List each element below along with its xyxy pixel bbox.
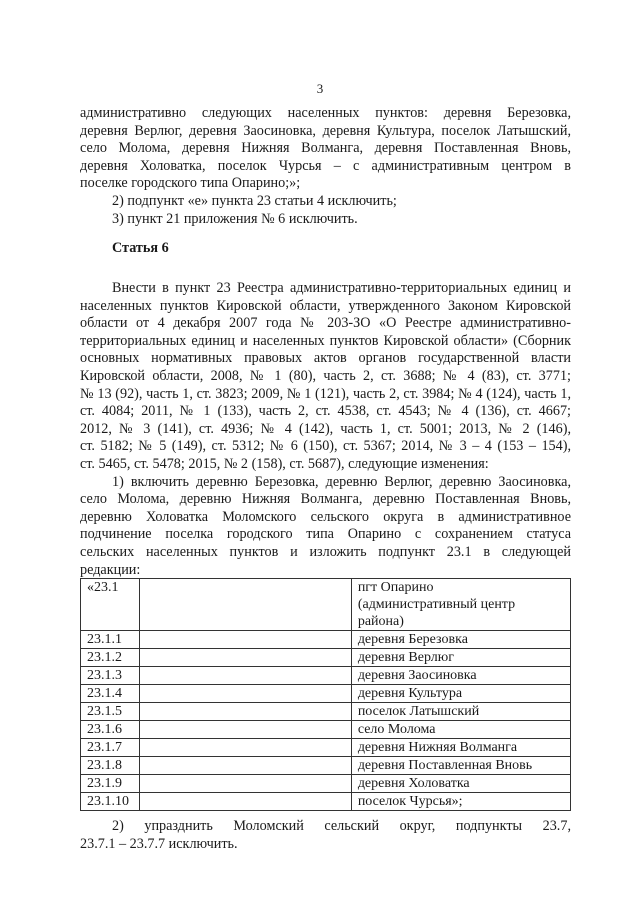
table-cell-name: поселок Латышский [351,703,570,721]
table-cell-empty [139,631,351,649]
text-line: пгт Опарино [357,580,434,595]
table-cell-empty [139,667,351,685]
table-cell-empty [139,579,351,631]
table-row [81,703,571,721]
text-line: Внести в пункт 23 Реестра административно-территориальных единиц и [112,280,571,296]
text-line: основных нормативных правовых актов органов государственной власти [80,350,571,367]
text-line: территориальных единиц и населенных пунктов Кировской области» (Сборник [80,332,571,349]
table-cell-code: 23.1.5 [81,703,140,721]
table-cell-name: деревня Нижняя Волманга [351,739,570,757]
table-row [81,649,571,667]
text-line: № 13 (92), часть 1, ст. 3823; 2009, № 1 (121), часть 2, ст. 3984; № 4 (124), часть 1, [80,385,571,402]
text-line: административно следующих населенных пунктов: деревня Березовка, [80,105,571,121]
table-row [81,793,571,811]
text-line: деревня Верлюг, деревня Заосиновка, деревня Культура, поселок Латышский, [80,122,571,139]
table-cell-empty [139,721,351,739]
table-cell-empty [139,649,351,667]
text-line: деревня Холоватка, поселок Чурсья – с административным центром в [80,157,571,174]
paragraph-continuation [80,105,571,228]
table-cell-code: 23.1.2 [81,649,140,667]
table-row [81,739,571,757]
text-line: населенных пунктов Кировской области, утвержденного Законом Кировской [80,297,571,314]
table-cell-name: деревня Поставленная Вновь [351,757,570,775]
text-line: района) [357,614,404,629]
text-line: (административный центр [357,597,516,612]
text-line: 2) упразднить Моломский сельский округ, подпункты 23.7, [112,818,571,834]
registry-table [80,578,571,811]
table-cell-name: поселок Чурсья»; [351,793,570,811]
table-cell-code: 23.1.4 [81,685,140,703]
table-cell-code: 23.1.9 [81,775,140,793]
text-line: 23.7.1 – 23.7.7 исключить. [80,835,238,852]
table-row [81,721,571,739]
table-cell-code: 23.1.1 [81,631,140,649]
article-heading: Статья 6 [112,240,169,256]
text-line: 1) включить деревню Березовка, деревню Верлюг, деревню Заосиновка, [112,473,571,490]
table-cell-code: 23.1.6 [81,721,140,739]
table-header-row [81,579,571,631]
text-line: Кировской области, 2008, № 1 (80), часть 2, ст. 3688; № 4 (83), ст. 3771; [80,367,571,384]
table-cell-empty [139,793,351,811]
table-row [81,685,571,703]
table-cell-code: 23.1.3 [81,667,140,685]
table-cell-code: «23.1 [81,579,140,631]
table-cell-code: 23.1.7 [81,739,140,757]
table-cell-code: 23.1.10 [81,793,140,811]
text-line: 2012, № 3 (141), ст. 4936; № 4 (142), часть 1, ст. 5001; 2013, № 2 (146), [80,420,571,437]
table-cell-empty [139,757,351,775]
table-row [81,775,571,793]
table-cell-empty [139,703,351,721]
table-cell-name: деревня Культура [351,685,570,703]
list-item-3: 3) пункт 21 приложения № 6 исключить. [112,210,358,227]
paragraph-item-2 [80,818,571,853]
table-row [81,757,571,775]
text-line: ст. 5465, ст. 5478; 2015, № 2 (158), ст. 5687), следующие изменения: [80,455,489,472]
text-line: ст. 5182; № 5 (149), ст. 5312; № 6 (150), ст. 5367; 2014, № 3 – 4 (153 – 154), [80,438,571,455]
table-cell-name: деревня Заосиновка [351,667,570,685]
text-line: деревню Холоватка Моломского сельского округа в административное [80,508,571,525]
table-cell-empty [139,775,351,793]
text-line: поселке городского типа Опарино;»; [80,175,301,192]
list-item-2: 2) подпункт «е» пункта 23 статьи 4 исключить; [112,192,397,209]
text-line: село Молома, деревня Нижняя Волманга, деревня Поставленная Вновь, [80,140,571,157]
table-cell-name: деревня Березовка [351,631,570,649]
table-cell-code: 23.1.8 [81,757,140,775]
table-row [81,667,571,685]
table-row [81,631,571,649]
text-line: подчинение поселка городского типа Опарино с сохранением статуса [80,526,571,543]
table-cell-name: деревня Верлюг [351,649,570,667]
page-number: 3 [316,81,324,96]
table-cell-name [351,579,570,631]
text-line: село Молома, деревню Нижняя Волманга, деревню Поставленная Вновь, [80,491,571,508]
paragraph-article-6 [80,280,571,579]
table-cell-name: деревня Холоватка [351,775,570,793]
text-line: редакции: [80,561,141,578]
text-line: сельских населенных пунктов и изложить подпункт 23.1 в следующей [80,543,571,560]
table-cell-empty [139,685,351,703]
text-line: ст. 4084; 2011, № 1 (133), часть 2, ст. 4538, ст. 4543; № 4 (136), ст. 4667; [80,403,571,420]
table-cell-name: село Молома [351,721,570,739]
table-cell-empty [139,739,351,757]
text-line: области от 4 декабря 2007 года № 203-ЗО «О Реестре административно- [80,315,571,332]
